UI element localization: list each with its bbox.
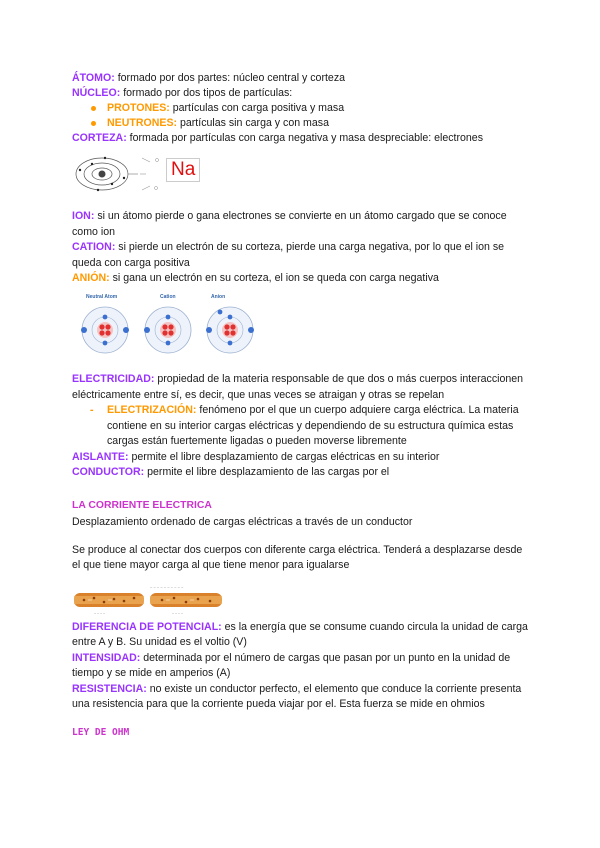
electricidad-text: propiedad de la materia responsable de que dos o más cuerpos interaccionen eléctricamente entre sí, es decir, que unas veces se atraigan y otras se repelan bbox=[72, 373, 524, 401]
cation-text: si pierde un electrón de su corteza, pierde una carga negativa, por lo que el ion se queda con carga positiva bbox=[72, 241, 505, 269]
atomo-line bbox=[72, 71, 532, 86]
cation-term: CATION: bbox=[72, 241, 116, 253]
ion-term: ION: bbox=[72, 210, 95, 222]
resistencia-para bbox=[72, 682, 532, 713]
corteza-text: formada por partículas con carga negativa y masa despreciable: electrones bbox=[126, 132, 483, 144]
anion-term: ANIÓN: bbox=[72, 272, 110, 284]
svg-text:~ ~ ~ ~ ~ ~ ~ ~ ~ ~: ~ ~ ~ ~ ~ ~ ~ ~ ~ ~ bbox=[150, 584, 184, 590]
intensidad-term: INTENSIDAD: bbox=[72, 651, 141, 664]
svg-text:~ ~ ~ ~: ~ ~ ~ ~ bbox=[94, 611, 106, 616]
intensidad-para bbox=[72, 651, 532, 682]
na-symbol: Na bbox=[166, 158, 200, 182]
nucleo-term: NÚCLEO: bbox=[72, 87, 121, 99]
resistencia-text: no existe un conductor perfecto, el elemento que conduce la corriente presenta una resistencia para que la corriente pueda viajar por el. Esta fuerza se mide en ohmios bbox=[72, 682, 522, 710]
corriente-para: Se produce al conectar dos cuerpos con diferente carga eléctrica. Tenderá a desplazarse desde el que tiene mayor carga al que tiene menor para igualarse bbox=[72, 543, 523, 571]
ion-label-cation: Cation bbox=[160, 294, 176, 300]
neutral-atom-icon bbox=[81, 307, 129, 353]
anion-line bbox=[72, 271, 532, 286]
diferencia-para bbox=[72, 620, 532, 651]
cation-icon bbox=[144, 307, 191, 353]
neutrones-term: NEUTRONES: bbox=[107, 117, 178, 129]
anion-icon bbox=[206, 307, 254, 353]
ion-label-anion: Anion bbox=[211, 294, 226, 300]
ion-label-neutral: Neutral Atom bbox=[86, 294, 118, 300]
atom-na-figure bbox=[72, 150, 532, 205]
conductor-figure bbox=[72, 583, 532, 623]
corriente-heading: LA CORRIENTE ELECTRICA bbox=[72, 499, 212, 511]
neutrones-bullet bbox=[72, 116, 532, 131]
ions-illustration bbox=[80, 300, 255, 364]
intensidad-text: determinada por el número de cargas que pasan por un punto en la unidad de tiempo y se mide en amperios (A) bbox=[72, 651, 511, 679]
aislante-text: permite el libre desplazamiento de cargas eléctricas en su interior bbox=[128, 450, 440, 463]
conductor-term: CONDUCTOR: bbox=[72, 465, 145, 478]
aislante-line bbox=[72, 450, 532, 465]
resistencia-term: RESISTENCIA: bbox=[72, 682, 147, 695]
neutrones-text: partículas sin carga y con masa bbox=[177, 117, 329, 129]
electrizacion-item bbox=[72, 403, 532, 450]
document-page bbox=[72, 71, 532, 740]
ley-ohm-heading: LEY DE OHM bbox=[72, 726, 130, 738]
ion-para bbox=[72, 209, 532, 240]
ions-figure bbox=[80, 294, 532, 364]
atomo-text: formado por dos partes: núcleo central y corteza bbox=[114, 72, 346, 84]
conductor-illustration bbox=[72, 583, 232, 623]
anion-text: si gana un electrón en su corteza, el ion se queda con carga negativa bbox=[109, 272, 439, 284]
nucleo-text: formado por dos tipos de partículas: bbox=[120, 87, 293, 99]
diferencia-text: es la energía que se consume cuando circula la unidad de carga entre A y B. Su unidad es el voltio (V) bbox=[72, 620, 528, 648]
aislante-term: AISLANTE: bbox=[72, 450, 129, 463]
protones-term: PROTONES: bbox=[107, 102, 170, 114]
nucleo-line bbox=[72, 86, 532, 101]
ion-text: si un átomo pierde o gana electrones se convierte en un átomo cargado que se conoce como ion bbox=[72, 210, 507, 238]
conductor-text: permite el libre desplazamiento de las cargas por el bbox=[144, 465, 390, 478]
protones-bullet bbox=[72, 101, 532, 116]
corriente-def: Desplazamiento ordenado de cargas eléctricas a través de un conductor bbox=[72, 515, 413, 528]
corteza-term: CORTEZA: bbox=[72, 132, 127, 144]
svg-text:~ ~ ~ ~: ~ ~ ~ ~ bbox=[172, 611, 184, 616]
diferencia-term: DIFERENCIA DE POTENCIAL: bbox=[72, 620, 222, 633]
bullet-dot-icon bbox=[91, 121, 96, 126]
electricidad-term: ELECTRICIDAD: bbox=[72, 373, 155, 385]
conductor-line bbox=[72, 465, 532, 480]
electrizacion-text: fenómeno por el que un cuerpo adquiere carga eléctrica. La materia contiene en su interior cargas eléctricas y dependiendo de su estructura química estas cargas están fuertemente ligadas o pueden moverse libremente bbox=[107, 404, 519, 447]
electricidad-para bbox=[72, 372, 532, 403]
bullet-dot-icon bbox=[91, 106, 96, 111]
protones-text: partículas con carga positiva y masa bbox=[169, 102, 345, 114]
atomo-term: ÁTOMO: bbox=[72, 72, 115, 84]
corteza-line bbox=[72, 131, 532, 146]
electrizacion-term: ELECTRIZACIÓN: bbox=[107, 404, 197, 416]
cation-para bbox=[72, 240, 532, 271]
dash-bullet-icon: - bbox=[90, 404, 94, 416]
